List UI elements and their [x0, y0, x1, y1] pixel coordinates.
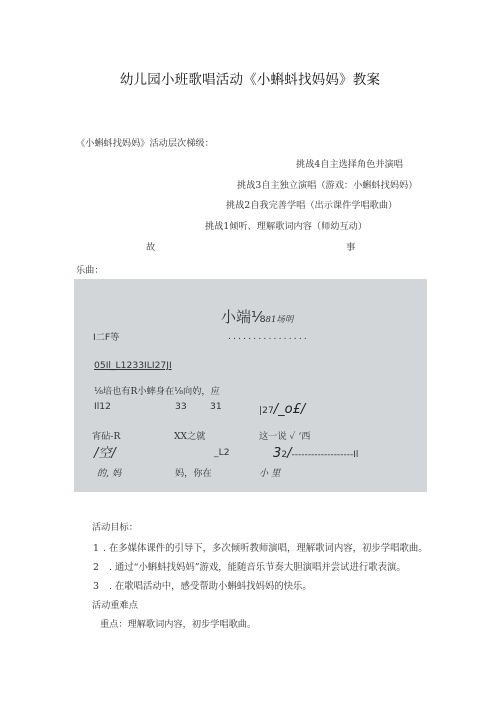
- ladder-step-1: 挑战1倾听、理解歌词内容（师幼互动）: [205, 221, 368, 232]
- score-notes-e: /空/: [94, 446, 116, 461]
- score-lyric-line-1: ⅛培也有R小蟀身在⅛向妁，应: [94, 386, 220, 397]
- goal-text-1: . 在多媒体课件的引导下，多次倾听教师演唱，理解歌词内容，初步学唱歌曲。: [102, 543, 428, 554]
- score-lyric-a: 宵砧-R: [92, 431, 121, 442]
- ladder-step-2: 挑战2自我完善学唱（出示课件学唱歌曲）: [226, 200, 398, 211]
- key-points-focus: 重点：理解歌词内容，初步学唱歌曲。: [100, 619, 257, 630]
- score-notes-c: 31: [210, 401, 222, 412]
- goal-number-1: 1: [93, 543, 99, 554]
- goals-heading: 活动目标：: [92, 522, 138, 533]
- ladder-heading: 《小蝌蚪找妈妈》活动层次梯级：: [76, 138, 214, 149]
- score-lyric-d: 的, 妈: [97, 468, 122, 479]
- score-lyric-e: 妈，你在: [175, 468, 212, 479]
- goal-text-2: . 通过“小蝌蚪找妈妈”游戏，能随音乐节奏大胆演唱并尝试进行歌表演。: [108, 562, 406, 573]
- score-notes-g: [273, 442, 358, 461]
- score-notes-a: Il12: [94, 401, 111, 412]
- goal-number-2: 2: [93, 562, 99, 573]
- music-label: 乐曲：: [76, 265, 104, 276]
- story-label-left: 故: [146, 242, 156, 253]
- goal-text-3: . 在歌唱活动中，感受帮助小蝌蚪找妈妈的快乐。: [108, 581, 312, 592]
- score-notes-d1: |27: [259, 405, 274, 416]
- ladder-step-4: 挑战4自主选择角色并演唱: [296, 159, 403, 170]
- score-title: [221, 306, 293, 327]
- score-notation-line-1: 05Il_L1233ILI27JI: [94, 360, 172, 371]
- story-label-right: 事: [346, 242, 356, 253]
- goal-number-3: 3: [93, 581, 99, 592]
- goal-item-1: [93, 540, 428, 554]
- score-lyric-c: 这一说 ✓ ‘西: [259, 431, 311, 442]
- score-lyric-b: XX之就: [174, 431, 206, 442]
- score-title-main: 小端⅛: [221, 308, 266, 326]
- ladder-step-3: 挑战3自主独立演唱（游戏：小蝌蚪找妈妈）: [237, 180, 418, 191]
- score-notes-d3: /: [300, 402, 306, 417]
- goal-item-2: [93, 559, 406, 573]
- music-score-image: [74, 279, 427, 492]
- score-key: I二F等: [93, 332, 120, 343]
- score-notes-f: _L2: [214, 447, 230, 458]
- score-notes-g2: 2: [281, 449, 288, 460]
- goal-item-3: [93, 578, 312, 592]
- score-notes-g3: /: [287, 446, 292, 461]
- score-notes-b: 33: [175, 401, 187, 412]
- score-notes-g1: 3: [273, 446, 282, 461]
- page-title: 幼儿园小班歌唱活动《小蝌蚪找妈妈》教案: [119, 72, 381, 88]
- score-notes-d: [259, 398, 305, 417]
- score-title-sub: 81场明: [265, 315, 294, 325]
- score-lyric-f: 小 里: [259, 468, 281, 479]
- key-points-heading: 活动重难点: [92, 600, 138, 611]
- score-notes-d2: /_o£: [273, 402, 301, 417]
- score-dots: ................: [228, 332, 309, 342]
- score-notes-g4: -------------------Il: [291, 450, 359, 460]
